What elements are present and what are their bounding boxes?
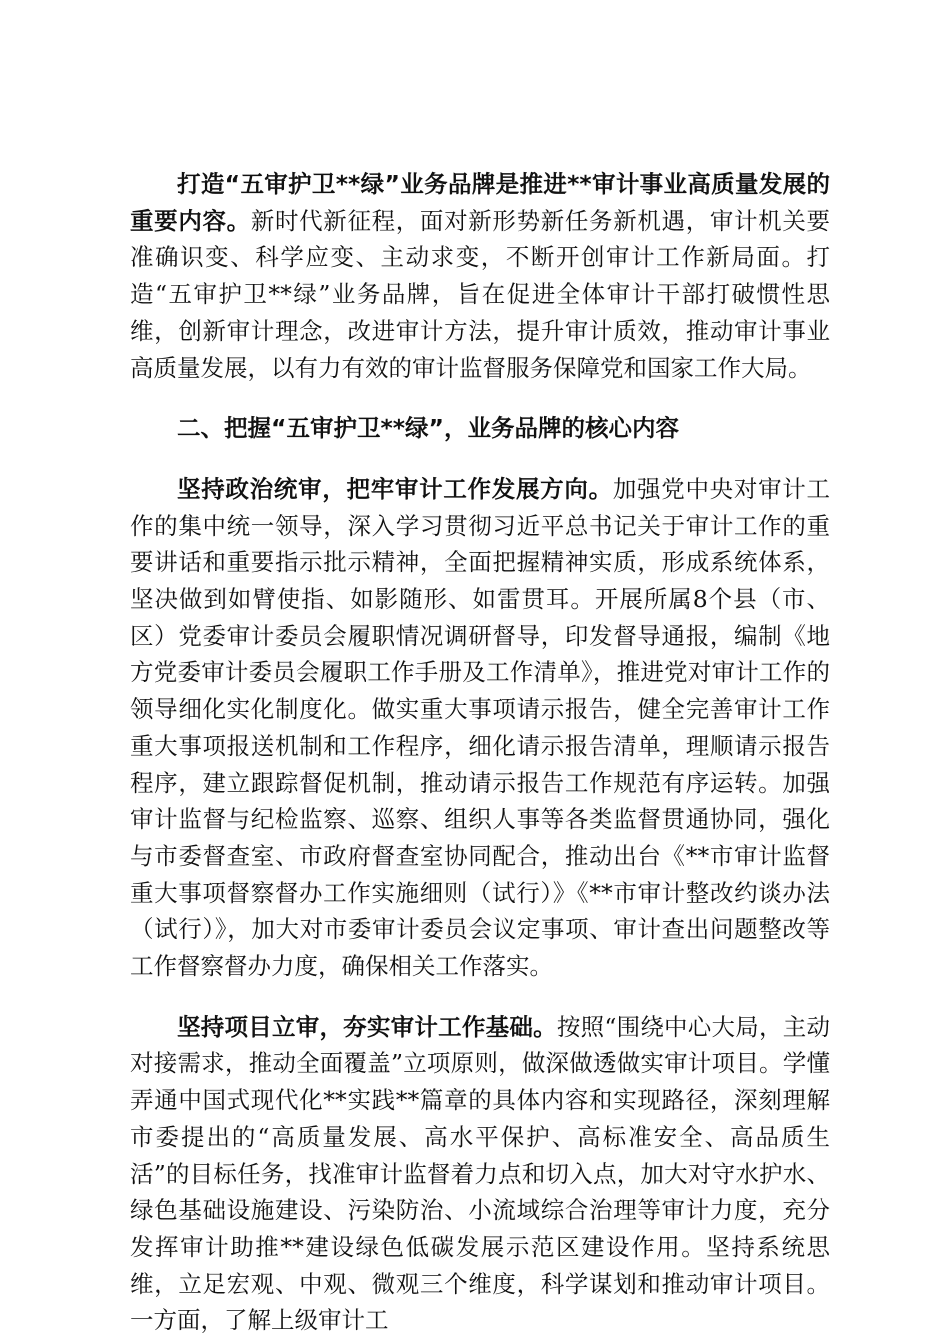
paragraph-text: 按照“围绕中心大局，主动对接需求，推动全面覆盖”立项原则，做深做透做实审计项目。学懂弄通中国式现代化**实践**篇章的具体内容和实现路径，深刻理解市委提出的“高质量发展、高水平保护、高标准安全、高品质生活”的目标任务，找准审计监督着力点和切入点，加大对守水护水、绿色基础设施建设、污染防治、小流域综合治理等审计力度，充分发挥审计助推**建设绿色低碳发展示范区建设作用。坚持系统思维，立足宏观、中观、微观三个维度，科学谋划和推动审计项目。一方面，了解上级审计工	[130, 1012, 830, 1335]
paragraph-brand-importance	[130, 166, 830, 386]
paragraph-project-audit	[130, 1009, 830, 1339]
paragraph-political-audit	[130, 471, 830, 985]
paragraph-text: 新时代新征程，面对新形势新任务新机遇，审计机关要准确识变、科学应变、主动求变，不断开创审计工作新局面。打造“五审护卫**绿”业务品牌，旨在促进全体审计干部打破惯性思维，创新审计理念，改进审计方法，提升审计质效，推动审计事业高质量发展，以有力有效的审计监督服务保障党和国家工作大局。	[130, 206, 831, 382]
paragraph-text: 加强党中央对审计工作的集中统一领导，深入学习贯彻习近平总书记关于审计工作的重要讲话和重要指示批示精神，全面把握精神实质，形成系统体系，坚决做到如臂使指、如影随形、如雷贯耳。开展所属8个县（市、区）党委审计委员会履职情况调研督导，印发督导通报，编制《地方党委审计委员会履职工作手册及工作清单》，推进党对审计工作的领导细化实化制度化。做实重大事项请示报告，健全完善审计工作重大事项报送机制和工作程序，细化请示报告清单，理顺请示报告程序，建立跟踪督促机制，推动请示报告工作规范有序运转。加强审计监督与纪检监察、巡察、组织人事等各类监督贯通协同，强化与市委督查室、市政府督查室协同配合，推动出台《**市审计监督重大事项督察督办工作实施细则（试行）》《**市审计整改约谈办法（试行）》，加大对市委审计委员会议定事项、审计查出问题整改等工作督察督办力度，确保相关工作落实。	[130, 474, 831, 981]
document-body	[130, 166, 830, 1339]
paragraph-lead-bold: 打造“五审护卫**绿”业务品牌是推进**审计事业高质量发展的重要内容。	[130, 170, 830, 235]
paragraph-lead-bold: 坚持项目立审，夯实审计工作基础。	[177, 1012, 557, 1041]
paragraph-lead-bold: 坚持政治统审，把牢审计工作发展方向。	[177, 474, 613, 503]
section-heading: 二、把握“五审护卫**绿”，业务品牌的核心内容	[177, 414, 679, 443]
